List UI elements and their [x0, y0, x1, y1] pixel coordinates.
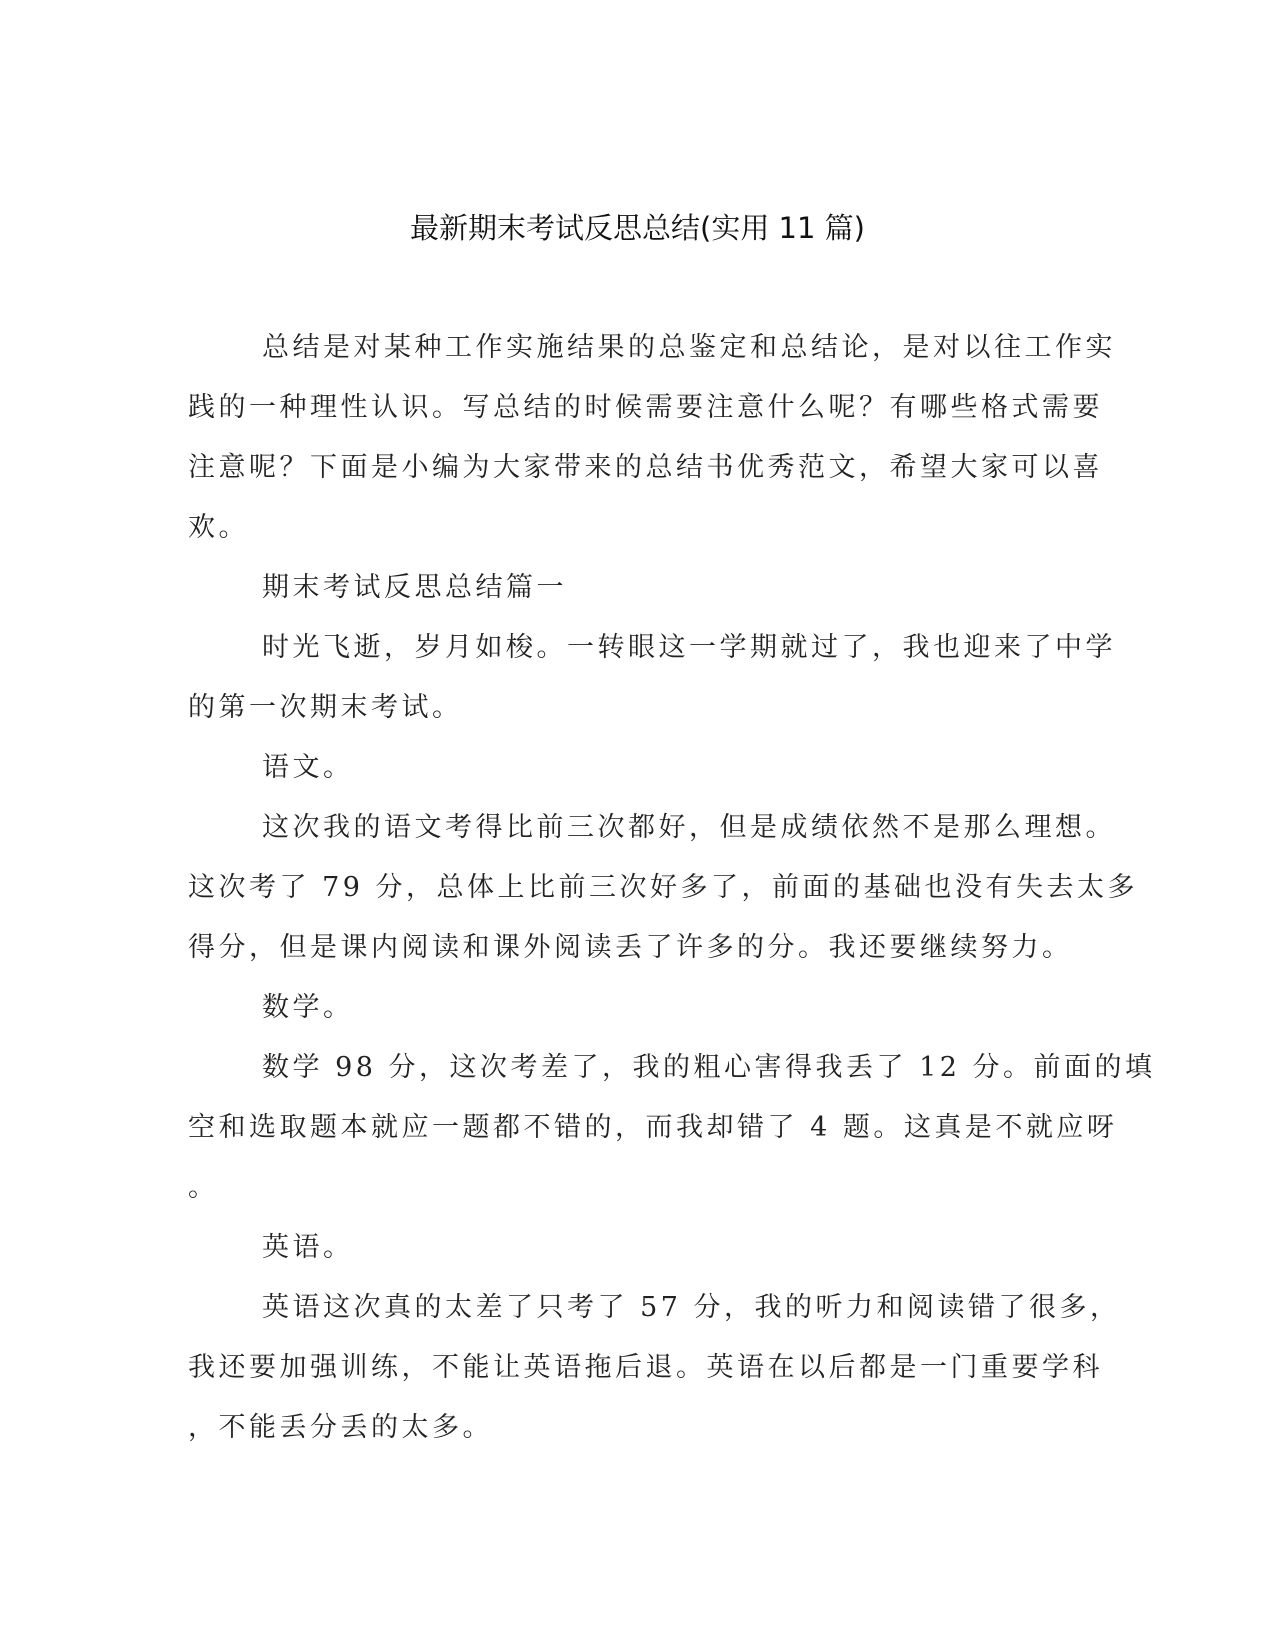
body-line: 的第一次期末考试。: [188, 692, 463, 723]
body-line: 时光飞逝，岁月如梭。一转眼这一学期就过了，我也迎来了中学: [262, 632, 1116, 663]
body-line: 欢。: [188, 512, 249, 543]
body-line: 总结是对某种工作实施结果的总鉴定和总结论，是对以往工作实: [262, 332, 1116, 363]
body-line: 空和选取题本就应一题都不错的，而我却错了 4 题。这真是不就应呀: [188, 1112, 1118, 1143]
document-body: [188, 318, 1156, 1458]
subject-heading-english: 英语。: [262, 1232, 354, 1263]
body-line: 。: [188, 1172, 219, 1203]
subject-heading-chinese: 语文。: [262, 752, 354, 783]
body-line: 这次考了 79 分，总体上比前三次好多了，前面的基础也没有失去太多: [188, 872, 1139, 903]
section-heading: 期末考试反思总结篇一: [262, 572, 567, 603]
body-line: ，不能丢分丢的太多。: [188, 1412, 493, 1443]
document-title: 最新期末考试反思总结(实用 11 篇): [410, 211, 865, 245]
subject-heading-math: 数学。: [262, 992, 354, 1023]
body-line: 得分，但是课内阅读和课外阅读丢了许多的分。我还要继续努力。: [188, 932, 1073, 963]
body-line: 践的一种理性认识。写总结的时候需要注意什么呢？有哪些格式需要: [188, 392, 1103, 423]
body-line: 英语这次真的太差了只考了 57 分，我的听力和阅读错了很多，: [262, 1292, 1121, 1323]
body-line: 注意呢？下面是小编为大家带来的总结书优秀范文，希望大家可以喜: [188, 452, 1103, 483]
body-line: 数学 98 分，这次考差了，我的粗心害得我丢了 12 分。前面的填: [262, 1052, 1156, 1083]
body-line: 我还要加强训练，不能让英语拖后退。英语在以后都是一门重要学科: [188, 1352, 1103, 1383]
body-line: 这次我的语文考得比前三次都好，但是成绩依然不是那么理想。: [262, 812, 1116, 843]
